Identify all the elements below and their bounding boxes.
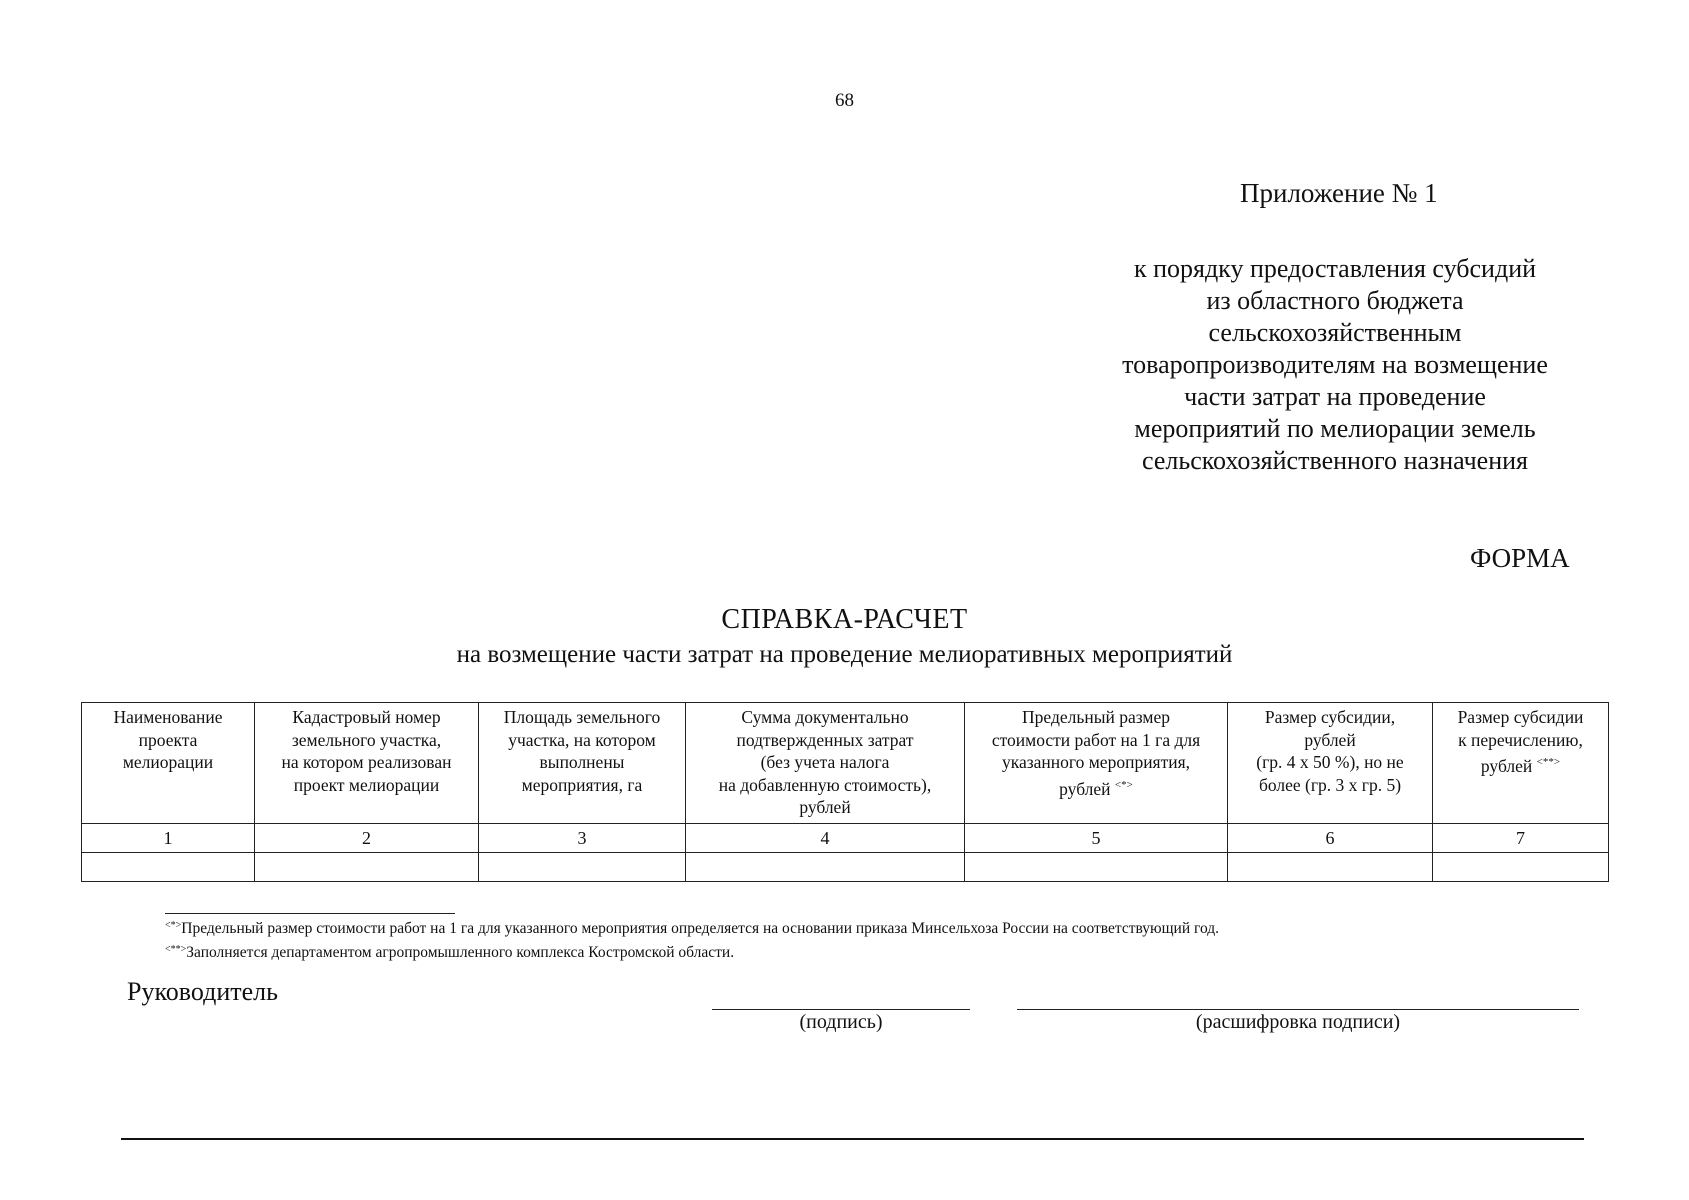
header-cell-subsidy-transfer: Размер субсидии к перечислению, рублей <**> (1433, 703, 1609, 824)
header-cell-subsidy-amount: Размер субсидии, рублей (гр. 4 х 50 %), но не более (гр. 3 х гр. 5) (1228, 703, 1433, 824)
column-number: 1 (82, 824, 255, 853)
header-cell-land-area: Площадь земельного участка, на котором выполнены мероприятия, га (479, 703, 686, 824)
appendix-subtitle (1085, 253, 1585, 477)
appendix-subtitle-line: из областного бюджета (1206, 286, 1464, 315)
empty-cell[interactable] (686, 853, 965, 882)
header-cell-cadastral-number: Кадастровый номер земельного участка, на котором реализован проект мелиорации (255, 703, 479, 824)
appendix-subtitle-line: товаропроизводителям на возмещение (1122, 350, 1548, 379)
empty-cell[interactable] (255, 853, 479, 882)
document-title: СПРАВКА-РАСЧЕТ (721, 604, 968, 635)
column-number: 7 (1433, 824, 1609, 853)
header-cell-project-name: Наименование проекта мелиорации (82, 703, 255, 824)
footnote-text: Заполняется департаментом агропромышленного комплекса Костромской области. (186, 944, 735, 961)
column-number: 5 (965, 824, 1228, 853)
empty-cell[interactable] (1228, 853, 1433, 882)
signer-title: Руководитель (127, 977, 278, 1006)
appendix-title: Приложение № 1 (1240, 178, 1438, 208)
footnote-divider (165, 913, 455, 914)
document-subtitle: на возмещение части затрат на проведение мелиоративных мероприятий (456, 641, 1233, 668)
footnote-mark: <*> (165, 920, 182, 931)
empty-cell[interactable] (1433, 853, 1609, 882)
appendix-subtitle-line: к порядку предоставления субсидий (1133, 254, 1537, 283)
signature-decode-line[interactable] (1017, 1009, 1579, 1010)
column-number: 2 (255, 824, 479, 853)
header-cell-documented-costs: Сумма документально подтвержденных затрат (без учета налога на добавленную стоимость), рублей (686, 703, 965, 824)
form-label: ФОРМА (1470, 543, 1570, 573)
appendix-subtitle-line: сельскохозяйственного назначения (1141, 446, 1529, 475)
footnote-text: Предельный размер стоимости работ на 1 га для указанного мероприятия определяется на основании приказа Минсельхоза России на соответствующий год. (181, 920, 1220, 937)
footnote-mark: <**> (1536, 756, 1561, 768)
footnote (165, 915, 1219, 939)
calculation-table (81, 702, 1609, 882)
table-header-row (82, 703, 1609, 824)
empty-cell[interactable] (82, 853, 255, 882)
signature-decode-caption: (расшифровка подписи) (1195, 1011, 1401, 1033)
signature-caption: (подпись) (799, 1011, 883, 1033)
footnote (165, 939, 1219, 963)
footnote-mark: <*> (1114, 778, 1133, 791)
appendix-subtitle-line: части затрат на проведение (1184, 382, 1486, 411)
page-number: 68 (835, 90, 854, 111)
appendix-subtitle-line: мероприятий по мелиорации земель (1134, 414, 1536, 443)
column-number-row (82, 824, 1609, 853)
table-row (82, 853, 1609, 882)
empty-cell[interactable] (965, 853, 1228, 882)
bottom-rule (121, 1138, 1584, 1140)
column-number: 3 (479, 824, 686, 853)
header-cell-cost-limit: Предельный размер стоимости работ на 1 га для указанного мероприятия, рублей <*> (965, 703, 1228, 824)
signature-line[interactable] (712, 1009, 970, 1010)
column-number: 6 (1228, 824, 1433, 853)
appendix-subtitle-line: сельскохозяйственным (1208, 318, 1462, 347)
footnotes (165, 915, 1219, 963)
column-number: 4 (686, 824, 965, 853)
footnote-mark: <**> (165, 944, 187, 955)
empty-cell[interactable] (479, 853, 686, 882)
